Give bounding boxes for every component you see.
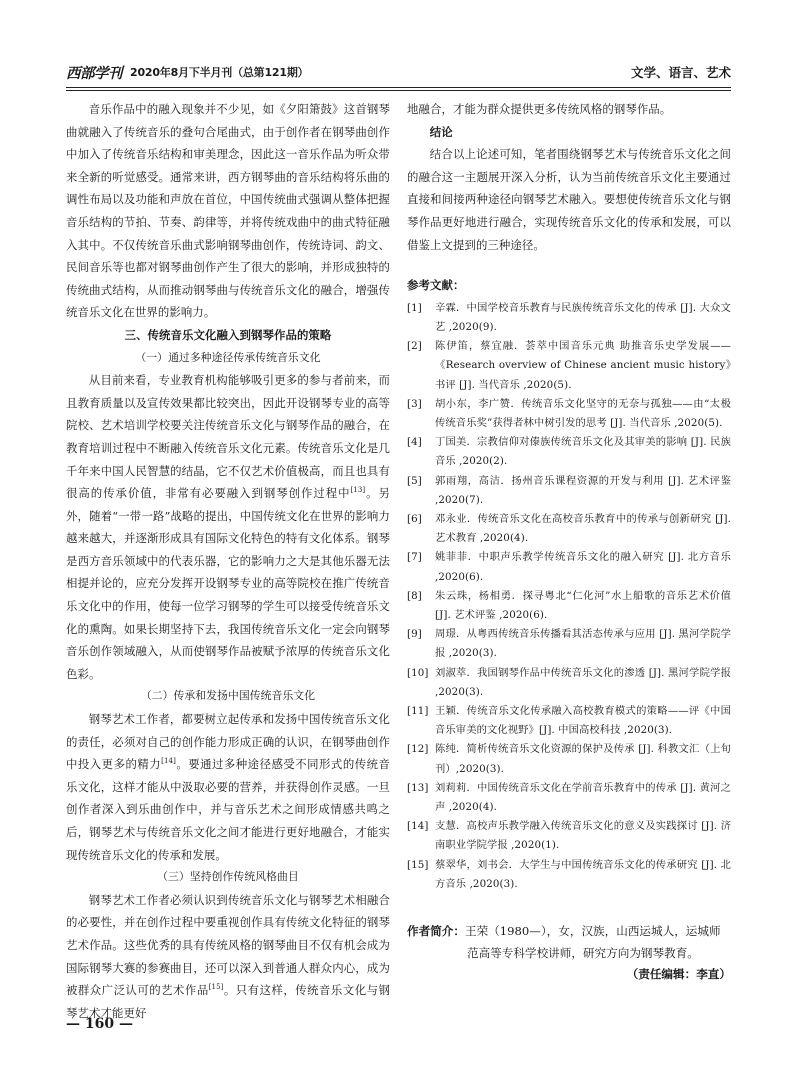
references-title: 参考文献：: [407, 278, 465, 293]
reference-item: [407, 856, 731, 894]
reference-text: 王颖．传统音乐文化传承融入高校教育模式的策略——评《中国音乐审美的文化视野》[J]. 中国高校科技 ,2020(3).: [435, 705, 731, 737]
reference-text: 邓永业．传统音乐文化在高校音乐教育中的传承与创新研究 [J]. 艺术教育 ,2020(4).: [435, 512, 731, 545]
author-label: 作者简介：: [407, 924, 465, 938]
reference-item: [407, 740, 731, 778]
reference-text: 辛霖．中国学校音乐教育与民族传统音乐文化的传承 [J]. 大众文艺 ,2020(9).: [435, 301, 731, 333]
left-column: [66, 98, 390, 1024]
reference-number: [9]: [407, 628, 422, 641]
reference-text: 蔡翠华，刘书会．大学生与中国传统音乐文化的传承研究 [J]. 北方音乐 ,2020(3).: [435, 858, 731, 890]
citation-ref: [14]: [161, 757, 176, 766]
reference-number: [1]: [407, 301, 422, 314]
journal-name: 西部学刊: [66, 65, 122, 82]
reference-item: [407, 779, 731, 817]
reference-number: [7]: [407, 551, 422, 564]
reference-item: [407, 395, 731, 433]
reference-item: [407, 337, 731, 395]
reference-text: 郭雨翔，高洁．扬州音乐课程资源的开发与利用 [J]. 艺术评鉴 ,2020(7).: [435, 474, 731, 506]
reference-item: [407, 548, 731, 586]
reference-number: [14]: [407, 820, 429, 833]
subsection-heading: （二）传承和发扬中国传统音乐文化: [140, 689, 316, 703]
paragraph: 钢琴艺术工作者必须认识到传统音乐文化与钢琴艺术相融合的必要性，并在创作过程中要重视创作具有传统文化特征的钢琴艺术作品。这些优秀的具有传统风格的钢琴曲目不仅有机会成为国际钢琴大赛的参赛曲目，还可以深入到普通人群众内心，成为被群众广泛认可的艺术作品[15]。只有这样，传统音乐文化与钢琴艺术才能更好: [66, 892, 390, 1020]
page-header: [66, 60, 731, 86]
reference-text: 朱云珠，杨相勇．探寻粤北“仁化河”水上船歌的音乐艺术价值 [J]. 艺术评鉴 ,2020(6).: [435, 589, 731, 621]
reference-text: 陈纯．简析传统音乐文化资源的保护及传承 [J]. 科教文汇（上旬刊）,2020(3).: [435, 743, 731, 775]
reference-number: [2]: [407, 340, 422, 353]
issue-info: 2020年8月下半月刊（总第121期）: [130, 66, 309, 79]
reference-number: [13]: [407, 781, 429, 794]
reference-item: [407, 472, 731, 510]
reference-number: [5]: [407, 474, 422, 487]
subsection-heading: （三）坚持创作传统风格曲目: [157, 870, 299, 884]
header-rule-thin: [66, 90, 731, 91]
paragraph-continued: 地融合，才能为群众提供更多传统风格的钢琴作品。: [407, 102, 672, 116]
reference-number: [12]: [407, 743, 429, 756]
reference-number: [11]: [407, 705, 429, 718]
author-bio: [407, 921, 737, 964]
reference-item: [407, 702, 731, 740]
header-rule: [66, 87, 731, 88]
reference-text: 刘淑萃．我国钢琴作品中传统音乐文化的渗透 [J]. 黑河学院学报 ,2020(3).: [435, 666, 731, 698]
reference-number: [4]: [407, 436, 422, 449]
page-number: — 160 —: [66, 1016, 133, 1032]
author-line-1: 王荣（1980—），女，汉族，山西运城人，运城师: [464, 924, 721, 938]
reference-item: [407, 510, 731, 548]
citation-ref: [13]: [350, 486, 366, 495]
reference-item: [407, 625, 731, 663]
right-column: [407, 98, 731, 894]
reference-text: 周璟．从粤西传统音乐传播看其活态传承与应用 [J]. 黑河学院学报 ,2020(3).: [435, 628, 731, 660]
reference-number: [3]: [407, 397, 422, 410]
reference-number: [8]: [407, 589, 422, 602]
reference-item: [407, 664, 731, 702]
reference-text: 支慧．高校声乐教学融入传统音乐文化的意义及实践探讨 [J]. 济南职业学院学报 ,2020(1).: [435, 820, 731, 852]
reference-number: [6]: [407, 512, 422, 525]
paragraph: 音乐作品中的融入现象并不少见，如《夕阳箫鼓》这首钢琴曲就融入了传统音乐的叠句合尾曲式，由于创作者在钢琴曲创作中加入了传统音乐结构和审美理念，因此这一音乐作品为听众带来全新的听觉感受。通常来讲，西方钢琴曲的音乐结构将乐曲的调性布局以及功能和声放在首位，中国传统曲式强调从整体把握音乐结构的节拍、节奏、韵律等，并将传统戏曲中的曲式特征融入其中。不仅传统音乐曲式影响钢琴曲创作，传统诗词、韵文、民间音乐等也都对钢琴曲创作产生了很大的影响，并形成独特的传统曲式结构，从而推动钢琴曲与传统音乐文化的融合，增强传统音乐文化在世界的影响力。: [66, 102, 390, 320]
reference-text: 刘莉莉．中国传统音乐文化在学前音乐教育中的传承 [J]. 黄河之声 ,2020(4).: [435, 781, 731, 814]
reference-item: [407, 817, 731, 855]
paragraph: 从目前来看，专业教育机构能够吸引更多的参与者前来，而且教育质量以及宣传效果都比较突出，因此开设钢琴专业的高等院校、艺术培训学校要关注传统音乐文化与钢琴作品的融合，在教育培训过程中不断融入传统音乐文化元素。传统音乐文化是几千年来中国人民智慧的结晶，它不仅艺术价值极高，而且也具有很高的传承价值，非常有必要融入到钢琴创作过程中[13]。另外，随着“一带一路”战略的提出，中国传统文化在世界的影响力越来越大，并逐渐形成具有国际文化特色的特有文化体系。钢琴是西方音乐领域中的代表乐器，它的影响力之大是其他乐器无法相提并论的，应充分发挥开设钢琴专业的高等院校在推广传统音乐文化中的作用，使每一位学习钢琴的学生可以接受传统音乐文化的熏陶。如果长期坚持下去，我国传统音乐文化一定会向钢琴音乐创作领域融入，从而使钢琴作品被赋予浓厚的传统音乐文化色彩。: [66, 373, 390, 681]
reference-item: [407, 433, 731, 471]
reference-text: 丁国美．宗教信仰对傣族传统音乐文化及其审美的影响 [J]. 民族音乐 ,2020(2).: [435, 436, 731, 468]
citation-ref: [15]: [208, 983, 224, 992]
author-line-2: 范高等专科学校讲师，研究方向为钢琴教育。: [467, 945, 699, 960]
reference-text: 陈伊笛，蔡宜融．荟萃中国音乐元典 助推音乐史学发展——《Research overview of Chinese ancient music history》书评 [J]. 当代音乐 ,2020(5).: [435, 340, 731, 391]
subsection-heading: （一）通过多种途径传承传统音乐文化: [135, 350, 321, 364]
references-list: [407, 299, 731, 894]
conclusion-paragraph: 结合以上论述可知，笔者围绕钢琴艺术与传统音乐文化之间的融合这一主题展开深入分析，认为当前传统音乐文化主要通过直接和间接两种途径向钢琴艺术融入。要想使传统音乐文化与钢琴作品更好地进行融合，实现传统音乐文化的传承和发展，可以借鉴上文提到的三种途径。: [407, 147, 731, 252]
section-name: 文学、语言、艺术: [630, 65, 731, 80]
section-heading: 三、传统音乐文化融入到钢琴作品的策略: [124, 327, 332, 342]
reference-text: 胡小东，李广赞．传统音乐文化坚守的无奈与孤独——由“太极传统音乐奖”获得者林中树引发的思考 [J]. 当代音乐 ,2020(5).: [435, 397, 731, 429]
reference-number: [10]: [407, 666, 429, 679]
responsible-editor: （责任编辑：李直）: [626, 967, 731, 981]
reference-text: 姚菲菲．中职声乐教学传统音乐文化的融入研究 [J]. 北方音乐 ,2020(6).: [435, 551, 731, 583]
reference-item: [407, 299, 731, 337]
paragraph: 钢琴艺术工作者，都要树立起传承和发扬中国传统音乐文化的责任，必须对自己的创作能力形成正确的认识，在钢琴曲创作中投入更多的精力[14]。要通过多种途径感受不同形式的传统音乐文化，这样才能从中汲取必要的营养，并获得创作灵感。一旦创作者深入到乐曲创作中，并与音乐艺术之间形成情感共鸣之后，钢琴艺术与传统音乐文化之间才能进行更好地融合，才能实现传统音乐文化的传承和发展。: [66, 712, 390, 862]
reference-number: [15]: [407, 858, 429, 871]
reference-item: [407, 587, 731, 625]
conclusion-heading: 结论: [429, 124, 453, 139]
